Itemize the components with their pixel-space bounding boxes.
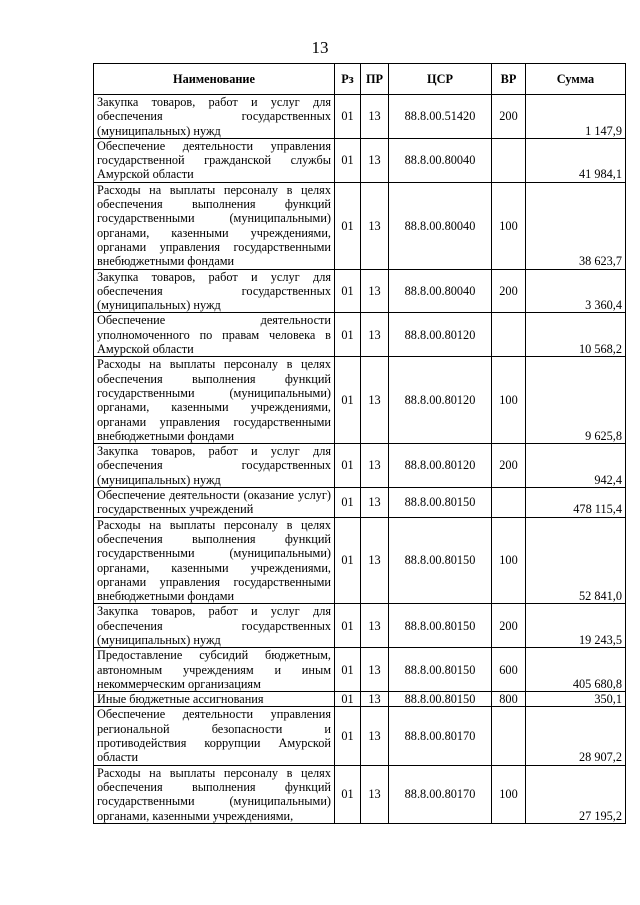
table-row <box>94 313 626 357</box>
cell-csr: 88.8.00.80170 <box>389 707 492 765</box>
page-number: 13 <box>311 38 329 57</box>
cell-pr: 13 <box>361 444 389 488</box>
cell-sum: 405 680,8 <box>526 648 626 692</box>
table-row <box>94 444 626 488</box>
cell-pr: 13 <box>361 604 389 648</box>
table-row <box>94 517 626 604</box>
cell-rz: 01 <box>335 444 361 488</box>
cell-sum: 10 568,2 <box>526 313 626 357</box>
header-vr: ВР <box>492 64 526 95</box>
cell-sum: 38 623,7 <box>526 182 626 269</box>
cell-sum: 28 907,2 <box>526 707 626 765</box>
cell-vr: 200 <box>492 269 526 313</box>
table-row <box>94 357 626 444</box>
cell-name: Обеспечение деятельности (оказание услуг) государственных учреждений <box>94 488 335 518</box>
cell-csr: 88.8.00.80150 <box>389 488 492 518</box>
header-sum: Сумма <box>526 64 626 95</box>
budget-table <box>93 63 626 824</box>
cell-rz: 01 <box>335 692 361 707</box>
cell-pr: 13 <box>361 182 389 269</box>
cell-vr <box>492 707 526 765</box>
cell-sum: 478 115,4 <box>526 488 626 518</box>
cell-name: Обеспечение деятельности управления региональной безопасности и противодействия коррупции Амурской области <box>94 707 335 765</box>
cell-name: Закупка товаров, работ и услуг для обеспечения государственных (муниципальных) нужд <box>94 95 335 139</box>
table-row <box>94 604 626 648</box>
cell-csr: 88.8.00.51420 <box>389 95 492 139</box>
cell-pr: 13 <box>361 707 389 765</box>
cell-vr: 600 <box>492 648 526 692</box>
cell-name: Закупка товаров, работ и услуг для обеспечения государственных (муниципальных) нужд <box>94 444 335 488</box>
cell-rz: 01 <box>335 357 361 444</box>
cell-csr: 88.8.00.80150 <box>389 692 492 707</box>
cell-name: Расходы на выплаты персоналу в целях обеспечения выполнения функций государственными (муниципальными) органами, казенными учреждениями, органами управления государственными внебюджетными фондами <box>94 357 335 444</box>
cell-rz: 01 <box>335 269 361 313</box>
cell-sum: 1 147,9 <box>526 95 626 139</box>
cell-name: Закупка товаров, работ и услуг для обеспечения государственных (муниципальных) нужд <box>94 604 335 648</box>
cell-name: Обеспечение деятельности управления государственной гражданской службы Амурской области <box>94 138 335 182</box>
cell-pr: 13 <box>361 269 389 313</box>
cell-sum: 3 360,4 <box>526 269 626 313</box>
cell-sum: 19 243,5 <box>526 604 626 648</box>
header-pr: ПР <box>361 64 389 95</box>
table-row <box>94 692 626 707</box>
cell-csr: 88.8.00.80040 <box>389 182 492 269</box>
cell-vr: 800 <box>492 692 526 707</box>
cell-vr: 200 <box>492 604 526 648</box>
cell-vr: 200 <box>492 444 526 488</box>
cell-rz: 01 <box>335 707 361 765</box>
cell-name: Расходы на выплаты персоналу в целях обеспечения выполнения функций государственными (муниципальными) органами, казенными учреждениями, органами управления государственными внебюджетными фондами <box>94 517 335 604</box>
cell-vr <box>492 138 526 182</box>
cell-vr: 100 <box>492 182 526 269</box>
cell-name: Предоставление субсидий бюджетным, автономным учреждениям и иным некоммерческим организациям <box>94 648 335 692</box>
cell-pr: 13 <box>361 648 389 692</box>
cell-csr: 88.8.00.80120 <box>389 444 492 488</box>
table-row <box>94 95 626 139</box>
cell-name: Расходы на выплаты персоналу в целях обеспечения выполнения функций государственными (муниципальными) органами, казенными учреждениями, <box>94 765 335 823</box>
cell-vr: 100 <box>492 765 526 823</box>
cell-sum: 9 625,8 <box>526 357 626 444</box>
cell-sum: 41 984,1 <box>526 138 626 182</box>
table-row <box>94 765 626 823</box>
table-header-row <box>94 64 626 95</box>
cell-sum: 27 195,2 <box>526 765 626 823</box>
cell-vr: 200 <box>492 95 526 139</box>
cell-vr <box>492 313 526 357</box>
cell-pr: 13 <box>361 488 389 518</box>
cell-sum: 52 841,0 <box>526 517 626 604</box>
cell-vr <box>492 488 526 518</box>
cell-csr: 88.8.00.80040 <box>389 138 492 182</box>
cell-csr: 88.8.00.80150 <box>389 604 492 648</box>
cell-pr: 13 <box>361 138 389 182</box>
cell-csr: 88.8.00.80120 <box>389 313 492 357</box>
table-row <box>94 269 626 313</box>
cell-name: Обеспечение деятельности уполномоченного по правам человека в Амурской области <box>94 313 335 357</box>
cell-csr: 88.8.00.80040 <box>389 269 492 313</box>
cell-rz: 01 <box>335 138 361 182</box>
cell-csr: 88.8.00.80150 <box>389 648 492 692</box>
header-rz: Рз <box>335 64 361 95</box>
header-csr: ЦСР <box>389 64 492 95</box>
header-name: Наименование <box>94 64 335 95</box>
cell-vr: 100 <box>492 357 526 444</box>
cell-csr: 88.8.00.80150 <box>389 517 492 604</box>
cell-rz: 01 <box>335 765 361 823</box>
cell-pr: 13 <box>361 357 389 444</box>
table-row <box>94 488 626 518</box>
cell-sum: 350,1 <box>526 692 626 707</box>
table-row <box>94 138 626 182</box>
cell-rz: 01 <box>335 604 361 648</box>
cell-rz: 01 <box>335 517 361 604</box>
cell-sum: 942,4 <box>526 444 626 488</box>
cell-name: Закупка товаров, работ и услуг для обеспечения государственных (муниципальных) нужд <box>94 269 335 313</box>
cell-rz: 01 <box>335 182 361 269</box>
cell-pr: 13 <box>361 313 389 357</box>
cell-vr: 100 <box>492 517 526 604</box>
table-row <box>94 707 626 765</box>
cell-pr: 13 <box>361 692 389 707</box>
cell-csr: 88.8.00.80120 <box>389 357 492 444</box>
cell-name: Расходы на выплаты персоналу в целях обеспечения выполнения функций государственными (муниципальными) органами, казенными учреждениями, органами управления государственными внебюджетными фондами <box>94 182 335 269</box>
cell-rz: 01 <box>335 95 361 139</box>
cell-pr: 13 <box>361 517 389 604</box>
cell-name: Иные бюджетные ассигнования <box>94 692 335 707</box>
cell-csr: 88.8.00.80170 <box>389 765 492 823</box>
table-row <box>94 648 626 692</box>
cell-rz: 01 <box>335 648 361 692</box>
cell-rz: 01 <box>335 313 361 357</box>
cell-pr: 13 <box>361 95 389 139</box>
cell-pr: 13 <box>361 765 389 823</box>
cell-rz: 01 <box>335 488 361 518</box>
table-row <box>94 182 626 269</box>
